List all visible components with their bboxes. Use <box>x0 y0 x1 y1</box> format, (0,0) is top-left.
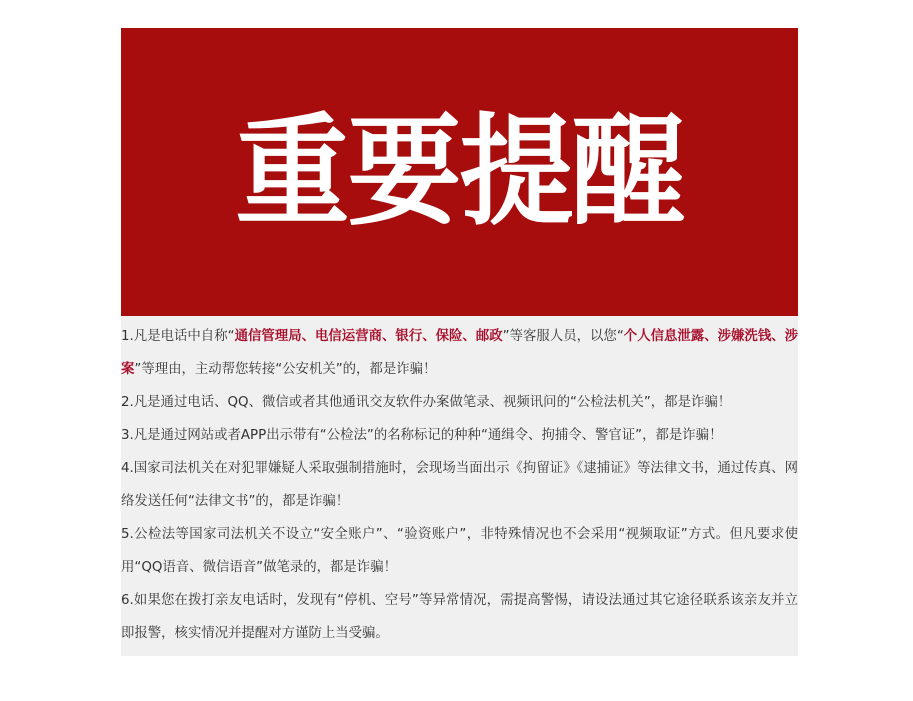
notice-item-1-highlight-reasons: 个人信息泄露、涉嫌洗钱、涉案 <box>121 329 799 377</box>
banner <box>121 28 798 316</box>
notice-item-2: 2.凡是通过电话、QQ、微信或者其他通讯交友软件办案做笔录、视频讯问的“公检法机关”，都是诈骗！ <box>121 395 732 410</box>
notice-item-1-middle: ”等客服人员，以您“ <box>502 329 624 344</box>
notice-item-3: 3.凡是通过网站或者APP出示带有“公检法”的名称标记的种种“通缉令、拘捕令、警官证”，都是诈骗！ <box>121 428 723 443</box>
notice-item-1 <box>121 320 798 386</box>
notice-container <box>121 28 798 656</box>
notice-item-5: 5.公检法等国家司法机关不设立“安全账户”、“验资账户”，非特殊情况也不会采用“视频取证”方式。但凡要求使用“QQ语音、微信语音”做笔录的，都是诈骗！ <box>121 527 798 575</box>
notice-item-1-suffix: ”等理由，主动帮您转接“公安机关”的，都是诈骗！ <box>134 362 437 377</box>
banner-title: 重要提醒 <box>235 101 684 242</box>
notice-item-4: 4.国家司法机关在对犯罪嫌疑人采取强制措施时，会现场当面出示《拘留证》《逮捕证》等法律文书，通过传真、网络发送任何“法律文书”的，都是诈骗！ <box>121 461 798 509</box>
notice-item-1-highlight-agencies: 通信管理局、电信运营商、银行、保险、邮政 <box>234 329 503 344</box>
notice-item-1-prefix: 1.凡是电话中自称“ <box>121 329 235 344</box>
notice-body <box>121 316 798 656</box>
notice-item-6: 6.如果您在拨打亲友电话时，发现有“停机、空号”等异常情况，需提高警惕，请设法通过其它途径联系该亲友并立即报警，核实情况并提醒对方谨防上当受骗。 <box>121 593 798 641</box>
